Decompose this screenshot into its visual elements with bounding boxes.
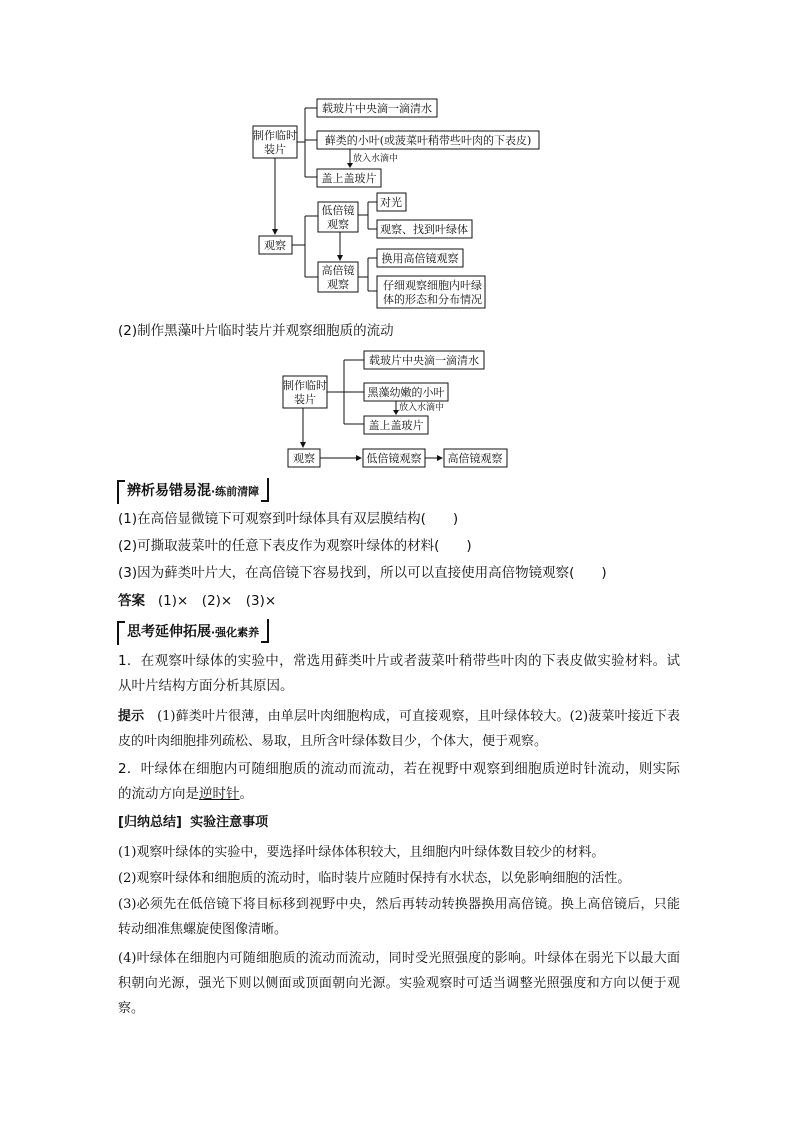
answer-value: (1)× (2)× (3)× (157, 593, 277, 609)
step-leaf: 藓类的小叶(或菠菜叶稍带些叶肉的下表皮) (324, 134, 532, 147)
high-mag-label-b: 观察 (327, 278, 349, 291)
step-cover: 盖上盖玻片 (321, 172, 377, 185)
high-step1: 换用高倍镜观察 (381, 252, 459, 265)
summary-item-1: (1)观察叶绿体的实验中，要选择叶绿体体积较大，且细胞内叶绿体数目较少的材料。 (118, 845, 605, 860)
q2-suffix: 。 (239, 786, 253, 802)
step-leaf-2: 黑藻幼嫩的小叶 (367, 386, 445, 399)
bianxi-item-1: (1)在高倍显微镜下可观察到叶绿体具有双层膜结构( ) (118, 511, 459, 527)
summary-item-2: (2)观察叶绿体和细胞质的流动时，临时装片应随时保持有水状态，以免影响细胞的活性。 (118, 871, 631, 886)
make-slide-2-label-b: 装片 (294, 393, 316, 406)
low-mag-label-a: 低倍镜 (321, 204, 355, 217)
step-water-2: 载玻片中央滴一滴清水 (369, 354, 479, 367)
make-slide-2-label-a: 制作临时 (283, 379, 327, 392)
hint-label: 提示 (118, 709, 145, 724)
observe-label: 观察 (264, 239, 286, 252)
sikao-header (117, 621, 269, 643)
arrow-note-2: 放入水滴中 (399, 403, 445, 413)
high-step2-a: 仔细观察细胞内叶绿 (383, 279, 482, 292)
low-step2: 观察、找到叶绿体 (380, 223, 468, 236)
make-slide-label-b: 装片 (264, 143, 286, 156)
make-slide-label-a: 制作临时 (253, 129, 297, 142)
q2-answer: 逆时针 (199, 786, 240, 802)
diagram-cytoplasm-procedure (0, 340, 793, 470)
summary-item-4: (4)叶绿体在细胞内可随细胞质的流动而流动，同时受光照强度的影响。叶绿体在弱光下以最大面积朝向光源，强光下则以侧面或顶面朝向光源。实验观察时可适当调整光照强度和方向以便于观察。 (118, 951, 680, 1016)
high-step2-b: 体的形态和分布情况 (383, 293, 482, 306)
step-water: 载玻片中央滴一滴清水 (322, 102, 432, 115)
high-mag-label-a: 高倍镜 (321, 264, 355, 277)
question-2 (118, 757, 680, 807)
hint-text: (1)藓类叶片很薄，由单层叶肉细胞构成，可直接观察，且叶绿体较大。(2)菠菜叶接近下表皮的叶肉细胞排列疏松、易取，且所含叶绿体数目少，个体大，便于观察。 (118, 709, 680, 749)
low-mag-2: 低倍镜观察 (366, 452, 422, 465)
low-mag-label-b: 观察 (327, 218, 349, 231)
low-step1: 对光 (380, 196, 402, 209)
section2-title: (2)制作黑藻叶片临时装片并观察细胞质的流动 (118, 323, 394, 339)
sikao-title: 思考延伸拓展 (127, 624, 211, 640)
observe-label-2: 观察 (293, 452, 315, 465)
bianxi-item-2: (2)可撕取菠菜叶的任意下表皮作为观察叶绿体的材料( ) (118, 538, 472, 554)
high-mag-2: 高倍镜观察 (447, 452, 503, 465)
summary-header (118, 812, 268, 834)
bianxi-answer-row (118, 590, 276, 612)
step-cover-2: 盖上盖玻片 (368, 419, 424, 432)
summary-title: 实验注意事项 (190, 815, 269, 830)
summary-label: [归纳总结] (118, 815, 182, 830)
arrow-note-1: 放入水滴中 (353, 154, 399, 164)
diagram-chloroplast-procedure (0, 0, 793, 320)
bianxi-header (117, 480, 269, 502)
sikao-tag: ·强化素养 (211, 626, 260, 639)
bianxi-tag: ·练前清障 (211, 485, 260, 498)
summary-item-3: (3)必须先在低倍镜下将目标移到视野中央，然后再转动转换器换用高倍镜。换上高倍镜后，只能转动细准焦螺旋使图像清晰。 (118, 897, 680, 937)
question-1: 1．在观察叶绿体的实验中，常选用藓类叶片或者菠菜叶稍带些叶肉的下表皮做实验材料。试从叶片结构方面分析其原因。 (118, 653, 680, 694)
bianxi-title: 辨析易错易混 (127, 483, 211, 499)
answer-label: 答案 (118, 593, 145, 609)
bianxi-item-3: (3)因为藓类叶片大，在高倍镜下容易找到，所以可以直接使用高倍物镜观察( ) (118, 565, 607, 581)
hint (118, 704, 680, 754)
q2-prefix: 2．叶绿体在细胞内可随细胞质的流动而流动，若在视野中观察到细胞质逆时针流动，则实际的流动方向是 (118, 761, 680, 802)
